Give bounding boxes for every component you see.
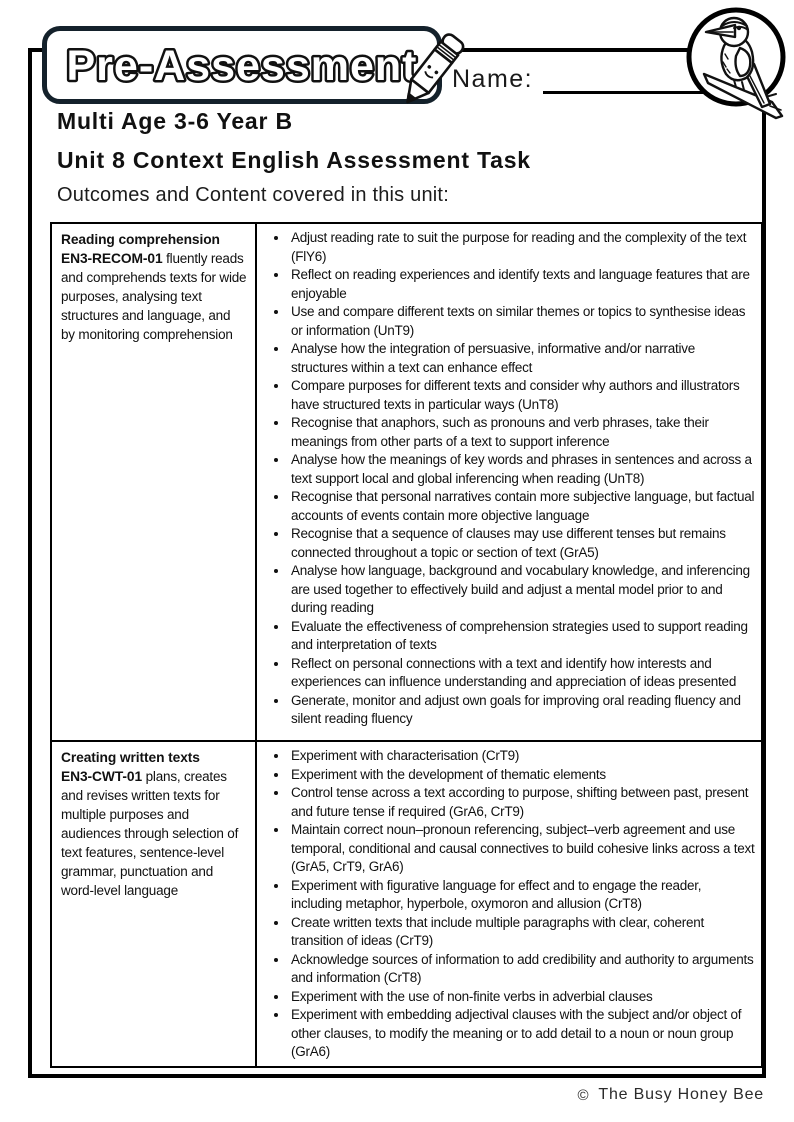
banner-bubble-text-svg bbox=[49, 31, 435, 99]
footer-credit bbox=[578, 1086, 764, 1104]
outcome-description: fluently reads and comprehends texts for wide purposes, analysing text structures and language, and by monitoring comprehension bbox=[61, 251, 247, 342]
outcome-code: EN3-CWT-01 bbox=[61, 769, 143, 784]
copyright-icon: © bbox=[577, 1086, 590, 1104]
outcome-cell-writing bbox=[51, 741, 256, 1067]
outcome-heading: Creating written texts bbox=[61, 750, 200, 765]
outcome-bullet: • Experiment with the use of non-finite verbs in adverbial clauses bbox=[289, 988, 755, 1007]
name-label: Name: bbox=[452, 65, 534, 93]
outcome-bullet: • Generate, monitor and adjust own goals for improving oral reading fluency and silent reading fluency bbox=[289, 692, 755, 729]
outcome-bullet: • Adjust reading rate to suit the purpose for reading and the complexity of the text (FlY6) bbox=[289, 229, 755, 266]
outcomes-table bbox=[50, 222, 763, 1068]
content-bullet-list bbox=[265, 229, 755, 729]
table-row bbox=[51, 741, 762, 1067]
pencil-icon bbox=[388, 22, 474, 122]
document-headings bbox=[57, 106, 717, 207]
outcome-bullet: • Compare purposes for different texts and consider why authors and illustrators have structured texts in particular ways (UnT8) bbox=[289, 377, 755, 414]
content-cell-writing bbox=[256, 741, 762, 1067]
outcome-bullet: • Experiment with characterisation (CrT9) bbox=[289, 747, 755, 766]
page-subtitle: Outcomes and Content covered in this unit: bbox=[57, 184, 449, 206]
outcome-code: EN3-RECOM-01 bbox=[61, 251, 163, 266]
content-bullet-list bbox=[265, 747, 755, 1062]
table-row bbox=[51, 223, 762, 741]
banner-title: Pre-Assessment bbox=[66, 42, 418, 90]
content-cell-reading bbox=[256, 223, 762, 741]
outcome-bullet: • Maintain correct noun–pronoun referencing, subject–verb agreement and use temporal, conditional and causal connectives to build cohesive links across a text (GrA5, CrT9, GrA6) bbox=[289, 821, 755, 877]
outcome-bullet: • Analyse how the integration of persuasive, informative and/or narrative structures within a text can enhance effect bbox=[289, 340, 755, 377]
kookaburra-icon bbox=[684, 4, 790, 126]
outcome-bullet: • Experiment with embedding adjectival clauses with the subject and/or object of other clauses, to modify the meaning or to add detail to a noun or noun group (GrA6) bbox=[289, 1006, 755, 1062]
outcome-bullet: • Recognise that anaphors, such as pronouns and verb phrases, take their meanings from other parts of a text to support inference bbox=[289, 414, 755, 451]
name-row bbox=[452, 64, 715, 94]
outcome-cell-reading bbox=[51, 223, 256, 741]
outcome-bullet: • Recognise that personal narratives contain more subjective language, but factual accounts of events contain more objective language bbox=[289, 488, 755, 525]
outcome-bullet: • Create written texts that include multiple paragraphs with clear, coherent transition of ideas (CrT9) bbox=[289, 914, 755, 951]
outcome-bullet: • Analyse how the meanings of key words and phrases in sentences and across a text support local and global inferencing when reading (UnT8) bbox=[289, 451, 755, 488]
credit-text: The Busy Honey Bee bbox=[598, 1086, 764, 1103]
outcome-description: plans, creates and revises written texts for multiple purposes and audiences through selection of text features, sentence-level grammar, punctuation and word-level language bbox=[61, 769, 239, 898]
outcome-bullet: • Recognise that a sequence of clauses may use different tenses but remains connected throughout a topic or section of text (GrA5) bbox=[289, 525, 755, 562]
outcome-bullet: • Analyse how language, background and vocabulary knowledge, and inferencing are used together to effectively build and adjust a mental model prior to and during reading bbox=[289, 562, 755, 618]
outcome-heading: Reading comprehension bbox=[61, 232, 220, 247]
outcome-bullet: • Experiment with the development of thematic elements bbox=[289, 766, 755, 785]
outcome-bullet: • Reflect on personal connections with a text and identify how interests and experiences can influence understanding and appreciation of ideas presented bbox=[289, 655, 755, 692]
outcome-bullet: • Control tense across a text according to purpose, shifting between past, present and future tense if required (GrA6, CrT9) bbox=[289, 784, 755, 821]
pre-assessment-banner bbox=[42, 26, 442, 104]
outcome-bullet: • Use and compare different texts on similar themes or topics to synthesise ideas or information (UnT9) bbox=[289, 303, 755, 340]
outcome-bullet: • Experiment with figurative language for effect and to engage the reader, including metaphor, hyperbole, oxymoron and allusion (CrT8) bbox=[289, 877, 755, 914]
outcome-bullet: • Acknowledge sources of information to add credibility and authority to arguments and information (CrT8) bbox=[289, 951, 755, 988]
outcome-bullet: • Reflect on reading experiences and identify texts and language features that are enjoyable bbox=[289, 266, 755, 303]
page-title-line1: Multi Age 3-6 Year B bbox=[57, 108, 293, 134]
page-title-line2: Unit 8 Context English Assessment Task bbox=[57, 147, 531, 173]
outcome-bullet: • Evaluate the effectiveness of comprehension strategies used to support reading and interpretation of texts bbox=[289, 618, 755, 655]
